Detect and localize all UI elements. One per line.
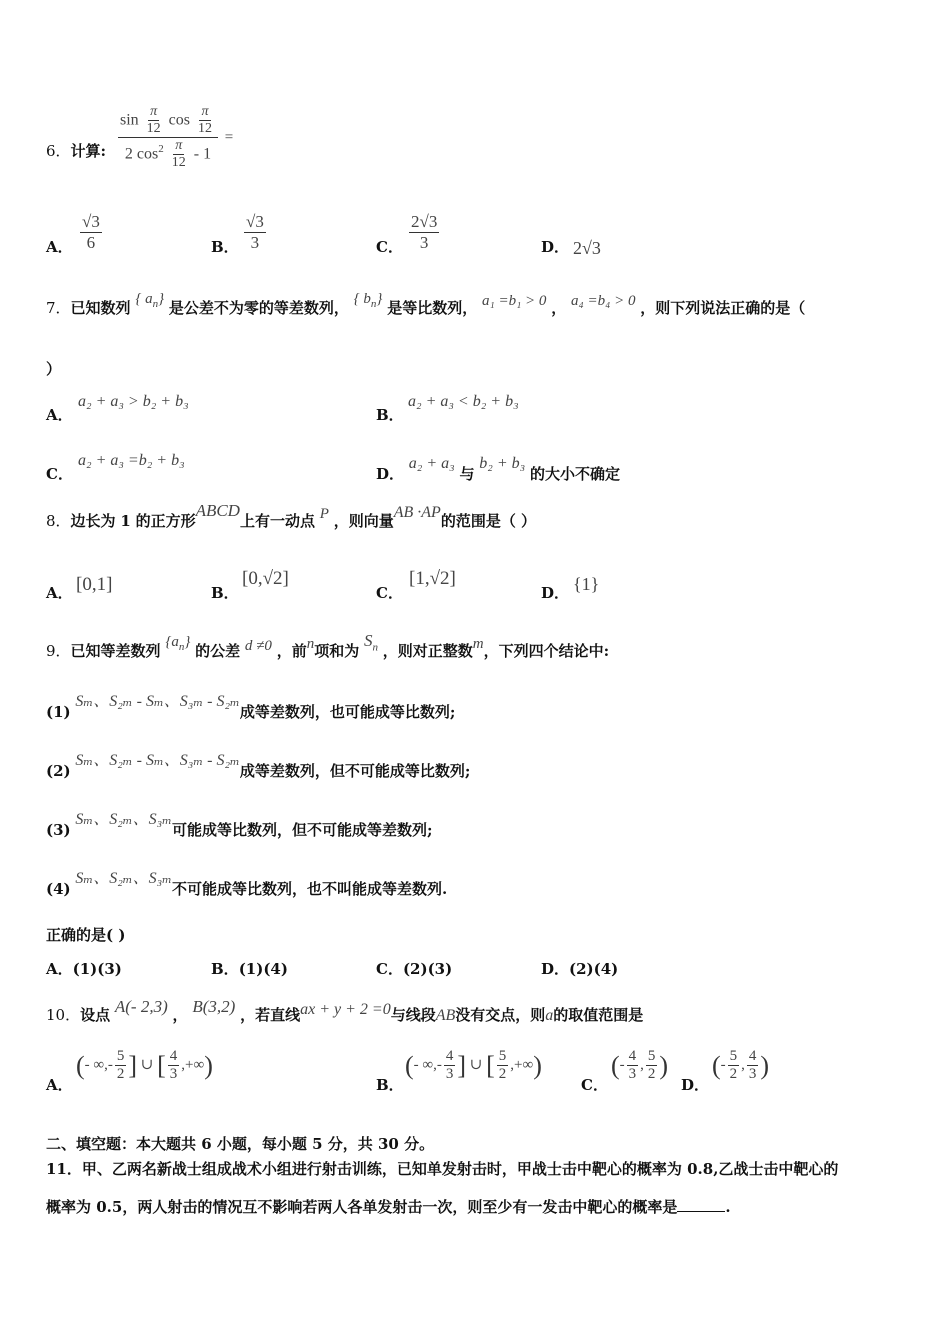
q7-stem-close: ） [46,360,62,378]
q7-option-c[interactable]: C． [46,465,73,483]
q9-stem: 9．已知等差数列 $\{a_n\}$ 的公差 d ≠0 ，前n项和为 $S_n$ ，则对正整数m，下列四个结论中: [46,631,610,660]
q6-expression: sin $\frac{\pi}{12}$ cos $\frac{\pi}{12}$ 2 $\cos^2$ $\frac{\pi}{12}$ - 1 = [120,104,234,171]
q6-option-a[interactable]: A． [46,238,73,256]
q8-stem: 8．边长为 1 的正方形ABCD上有一动点 P ，则向量AB ·AP的范围是（ ） [46,501,537,530]
q9-correct-prompt: 正确的是( ) [46,926,126,944]
q7-option-c-value: a₂ + a₃ =b₂ + b₃ [78,452,185,469]
section-2-title: 二、填空题：本大题共 6 小题，每小题 5 分，共 30 分。 [46,1135,435,1153]
q10-option-d[interactable]: D． [681,1076,710,1094]
q8-option-d[interactable]: D． [541,584,570,602]
q8-option-a-value: [0,1] [76,574,113,595]
q9-option-a[interactable]: A．(1)(3) [46,960,122,978]
q7-stem: 7．已知数列 { $a_n$} 是公差不为零的等差数列， { $b_n$} 是等比数列， a₁ =b₁ > 0 ， a₄ =b₄ > 0 ，则下列说法正确的是（ [46,291,806,317]
q9-item-1: (1) Sₘ、S₂ₘ - Sₘ、S₃ₘ - S₂ₘ成等差数列，也可能成等比数列; [46,693,456,721]
q9-item-4: (4) Sₘ、S₂ₘ、S₃ₘ不可能成等比数列，也不叫能成等差数列. [46,870,448,898]
q10-stem: 10．设点 A(- 2,3) ， B(3,2) ，若直线ax + y + 2 =0与线段AB没有交点，则a的取值范围是 [46,997,644,1024]
q7-option-a-value: a₂ + a₃ > b₂ + b₃ [78,393,189,410]
q10-option-b[interactable]: B． [376,1076,404,1094]
q9-item-2: (2) Sₘ、S₂ₘ - Sₘ、S₃ₘ - S₂ₘ成等差数列，但不可能成等比数列; [46,752,471,780]
q7-option-b[interactable]: B． [376,406,404,424]
q7-option-b-value: a₂ + a₃ < b₂ + b₃ [408,393,519,410]
q6-option-c-value: $\frac{2√3}{3}$ [411,212,438,252]
q11-line-2: 概率为 0.5，两人射击的情况互不影响若两人各单发射击一次，则至少有一发击中靶心的概率是 . [46,1198,731,1216]
q9-option-b[interactable]: B．(1)(4) [211,960,288,978]
q10-option-a-value: (- ∞,- $\frac{5}{2}$ ] ∪ [ $\frac{4}{3}$ ,+∞) [76,1048,213,1083]
q10-option-d-value: (- $\frac{5}{2}$ , $\frac{4}{3}$ ) [712,1048,770,1083]
q9-item-3: (3) Sₘ、S₂ₘ、S₃ₘ可能成等比数列，但不可能成等差数列; [46,811,433,839]
q8-option-b-value: [0,√2] [242,568,289,589]
q8-option-a[interactable]: A． [46,584,73,602]
q6-option-d[interactable]: D． [541,238,570,256]
q8-option-c-value: [1,√2] [409,568,456,589]
q6-stem: 6．计算: [46,142,107,160]
q10-option-a[interactable]: A． [46,1076,73,1094]
q6-option-c[interactable]: C． [376,238,403,256]
q8-option-c[interactable]: C． [376,584,403,602]
q9-option-c[interactable]: C．(2)(3) [376,960,453,978]
q6-option-a-value: $\frac{√3}{6}$ [82,212,100,252]
q11-answer-blank[interactable] [677,1211,725,1212]
q10-option-b-value: (- ∞,- $\frac{4}{3}$ ] ∪ [ $\frac{5}{2}$ ,+∞) [405,1048,542,1083]
q10-option-c[interactable]: C． [581,1076,608,1094]
q9-option-d[interactable]: D．(2)(4) [541,960,619,978]
q6-option-b[interactable]: B． [211,238,239,256]
q7-option-a[interactable]: A． [46,406,73,424]
q7-option-d[interactable]: D． a₂ + a₃ 与 b₂ + b₃ 的大小不确定 [376,455,621,483]
q10-option-c-value: (- $\frac{4}{3}$ , $\frac{5}{2}$ ) [611,1048,669,1083]
q8-option-d-value: {1} [573,574,600,594]
q6-option-d-value: 2√3 [573,238,601,258]
q8-option-b[interactable]: B． [211,584,239,602]
q6-option-b-value: $\frac{√3}{3}$ [246,212,264,252]
q11-line-1: 11．甲、乙两名新战士组成战术小组进行射击训练，已知单发射击时，甲战士击中靶心的概率为 0.8,乙战士击中靶心的 [46,1160,839,1178]
